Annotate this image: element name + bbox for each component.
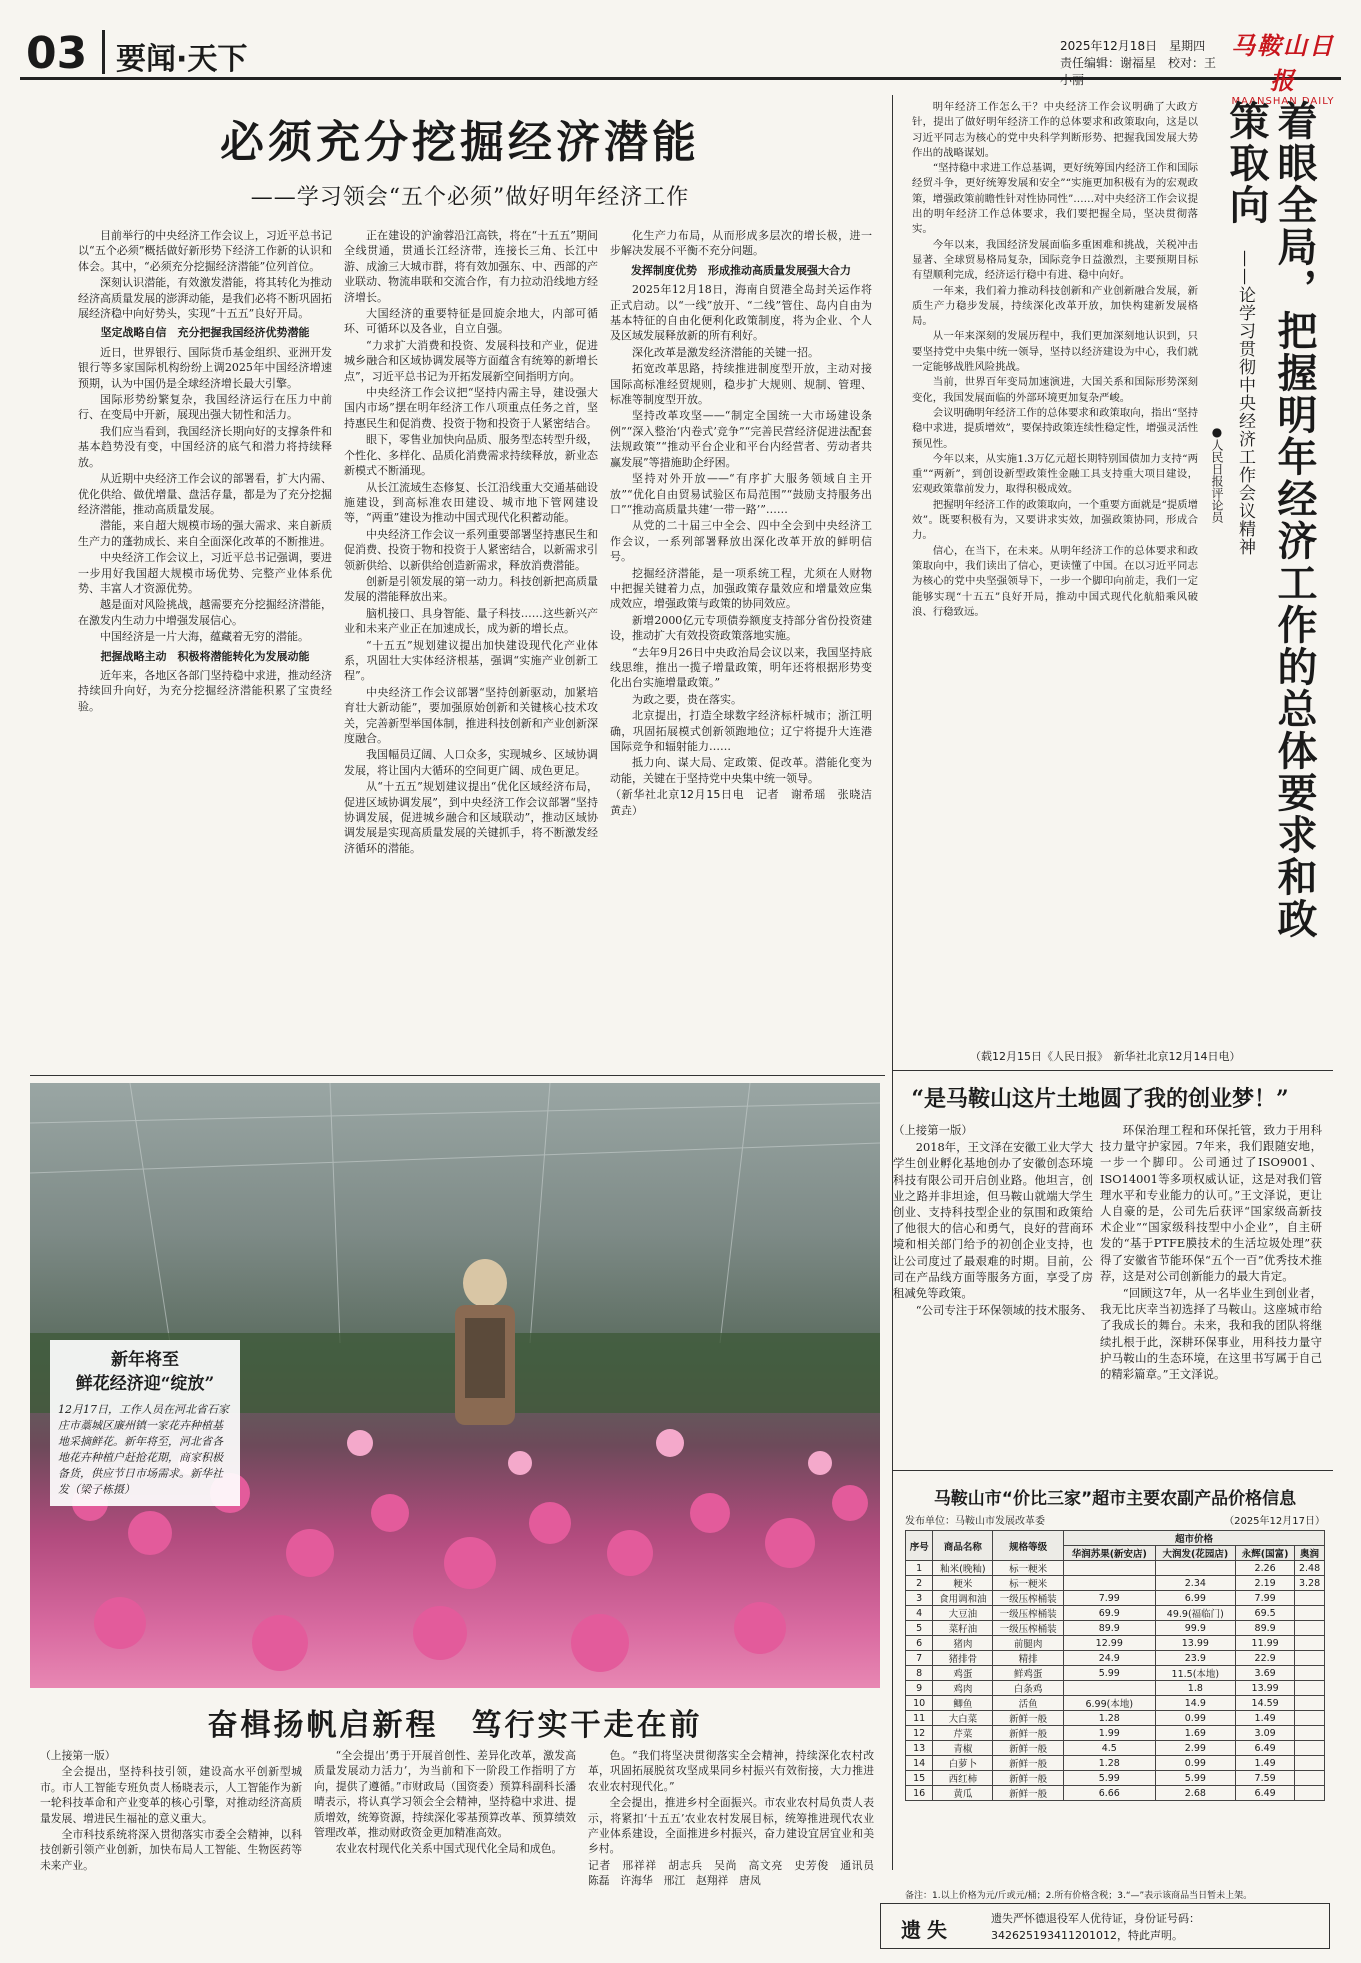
price-cell: 3.69: [1236, 1666, 1295, 1681]
paragraph: 目前举行的中央经济工作会议上，习近平总书记以“五个必须”概括做好新形势下经济工作新的认识和体会。其中，“必须充分挖掘经济潜能”位列首位。: [78, 229, 332, 273]
price-cell: 2.34: [1155, 1576, 1236, 1591]
paragraph: 越是面对风险挑战，越需要充分挖掘经济潜能，在激发内生动力中增强发展信心。: [78, 598, 332, 627]
paragraph: 近年来，各地区各部门坚持稳中求进，推动经济持续回升向好，为充分挖掘经济潜能积累了宝贵经验。: [78, 668, 332, 713]
photo-heading-1: 新年将至: [111, 1350, 179, 1370]
photo-caption: 12月17日，工作人员在河北省石家庄市藁城区廉州镇一家花卉种植基地采摘鲜花。新年将至，河北省各地花卉种植户赶抢花期，商家积极备货，供应节日市场需求。新华社发（梁子栋摄）: [58, 1403, 229, 1496]
price-cell: 一级压榨桶装: [993, 1606, 1064, 1621]
price-cell: 2.68: [1155, 1786, 1236, 1801]
price-cell: [1064, 1576, 1155, 1591]
price-cell: 2: [906, 1576, 933, 1591]
lost-text: 遗失严怀德退役军人优待证，身份证号码：342625193411201012，特此声明。: [991, 1912, 1200, 1942]
section-title: 要闻·天下: [116, 42, 248, 77]
story2-column-1: [893, 1122, 1093, 1442]
price-cell: 10: [906, 1696, 933, 1711]
paragraph: “十五五”规划建议提出加快建设现代化产业体系，巩固壮大实体经济根基，强调“实施产业创新工程”。: [344, 638, 598, 683]
price-row: [906, 1771, 1325, 1786]
price-cell: 大白菜: [933, 1711, 993, 1726]
price-cell: [1295, 1591, 1325, 1606]
paragraph: （新华社北京12月15日电 记者 谢希瑶 张晓洁 黄垚）: [610, 788, 883, 817]
paragraph: 2018年，王文泽在安徽工业大学大学生创业孵化基地创办了安徽创态环境科技有限公司开启创业路。他坦言，创业之路并非坦途，但马鞍山就端大学生创业、支持科技型企业的氛围和政策给了他很大的信心和勇气，良好的营商环境和相关部门给予的初创企业支持，也让公司度过了最艰难的时期。目前，公司在产品线方面等服务方面，享受了房租减免等政策。: [893, 1140, 1093, 1301]
paragraph: 当前，世界百年变局加速演进，大国关系和国际形势深刻变化，我国发展面临的外部环境更加复杂严峻。: [912, 376, 1198, 404]
price-row: [906, 1561, 1325, 1576]
paragraph: 坚持改革攻坚——“制定全国统一大市场建设条例”“深入整治‘内卷式’竞争”“完善民营经济促进法配套法规政策”“推动平台企业和平台内经营者、劳动者共赢发展”等措施助企纾困。: [610, 409, 872, 469]
paragraph: 今年以来，从实施1.3万亿元超长期特别国债加力支持“两重”“两新”，到创设新型政策性金融工具支持重大项目建设，宏观政策靠前发力，取得积极成效。: [912, 452, 1198, 496]
story3-headline: 奋楫扬帆启新程 笃行实干走在前: [207, 1708, 703, 1743]
paragraph: 眼下，零售业加快向品质、服务型态转型升级，个性化、多样化、品质化消费需求持续释放，新业态新模式不断涌现。: [344, 433, 598, 478]
price-cell: 鲫鱼: [933, 1696, 993, 1711]
price-cell: 1.69: [1155, 1726, 1236, 1741]
price-cell: [1295, 1606, 1325, 1621]
price-row: [906, 1756, 1325, 1771]
price-cell: 12: [906, 1726, 933, 1741]
price-cell: 标一粳米: [993, 1576, 1064, 1591]
price-cell: 13.99: [1155, 1636, 1236, 1651]
paragraph: 全市科技系统将深入贯彻落实市委全会精神，以科技创新引领产业创新，加快布局人工智能、生物医药等未来产业。: [40, 1828, 302, 1872]
commentary-source: （载12月15日《人民日报》 新华社北京12月14日电）: [970, 1050, 1241, 1063]
price-cell: 白萝卜: [933, 1756, 993, 1771]
price-header-cell: 商品名称: [933, 1531, 993, 1561]
photo-caption-box: [50, 1340, 240, 1506]
price-cell: 2.48: [1295, 1561, 1325, 1576]
paragraph: 全会提出，坚持科技引领，建设高水平创新型城市。市人工智能专班负责人杨晓表示，人工智能作为新一轮科技革命和产业变革的核心引擎，对推动经济高质量发展、增进民生福祉的意义重大。: [40, 1765, 302, 1825]
commentary-byline: ●人民日报评论员: [1210, 425, 1224, 523]
paragraph: 中央经济工作会议上，习近平总书记强调，要进一步用好我国超大规模市场优势、完整产业体系优势、丰富人才资源优势。: [78, 551, 332, 595]
price-cell: 新鲜一般: [993, 1786, 1064, 1801]
price-row: [906, 1681, 1325, 1696]
price-cell: 16: [906, 1786, 933, 1801]
paragraph: 坚持对外开放——“有序扩大服务领域自主开放”“优化自由贸易试验区布局范围”“鼓励支持服务出口”“推动高质量共建‘一带一路’”……: [610, 472, 872, 516]
price-cell: 24.9: [1064, 1651, 1155, 1666]
price-row: [906, 1711, 1325, 1726]
price-cell: 69.5: [1236, 1606, 1295, 1621]
paragraph: 国际形势纷繁复杂，我国经济运行在压力中前行、在变局中开新，展现出强大韧性和活力。: [78, 393, 332, 422]
worker-figure: [455, 1259, 515, 1425]
paragraph: 我们应当看到，我国经济长期向好的支撑条件和基本趋势没有变，中国经济的底气和潜力将持续释放。: [78, 424, 332, 469]
price-cell: 6: [906, 1636, 933, 1651]
price-cell: 1.28: [1064, 1711, 1155, 1726]
price-cell: 3.09: [1236, 1726, 1295, 1741]
commentary-subheadline: ——论学习贯彻中央经济工作会议精神: [1235, 250, 1255, 556]
price-cell: 鲜鸡蛋: [993, 1666, 1064, 1681]
paragraph: “全会提出‘勇于开展首创性、差异化改革，激发高质量发展动力活力’，为当前和下一阶段工作指明了方向，提供了遵循。”市财政局（国资委）预算科副科长潘晴表示，将认真学习领会全会精神，坚持稳中求进、提质增效，统筹资源，持续深化零基预算改革、预算绩效管理改革，推动财政资金更加精准高效。: [314, 1749, 576, 1840]
price-cell: 12.99: [1064, 1636, 1155, 1651]
paragraph: 正在建设的沪渝蓉沿江高铁，将在“十五五”期间全线贯通，贯通长江经济带，连接长三角、长江中游、成渝三大城市群，将有效加强东、中、西部的产业联动、物流串联和交流合作，有力拉动沿线地方经济增长。: [344, 229, 598, 304]
price-cell: [1064, 1561, 1155, 1576]
price-header-row: [906, 1531, 1325, 1546]
paragraph: 一年来，我们着力推动科技创新和产业创新融合发展，新质生产力稳步发展，持续深化改革开放，加快构建新发展格局。: [912, 284, 1198, 328]
paragraph: （上接第一版）: [893, 1123, 973, 1137]
price-cell: 1: [906, 1561, 933, 1576]
price-cell: [1155, 1561, 1236, 1576]
paragraph: 从长江流域生态修复、长江沿线重大交通基础设施建设，到高标准农田建设、城市地下管网建设等，“两重”建设为推动中国式现代化积蓄动能。: [344, 480, 598, 525]
issue-date: 2025年12月18日 星期四: [1060, 39, 1206, 53]
price-row: [906, 1726, 1325, 1741]
lead-subheadline: ——学习领会“五个必须”做好明年经济工作: [250, 185, 690, 210]
commentary-body: [912, 100, 1198, 1045]
price-cell: 一级压榨桶装: [993, 1591, 1064, 1606]
price-cell: 6.49: [1236, 1786, 1295, 1801]
price-cell: 新鲜一般: [993, 1711, 1064, 1726]
price-cell: 1.49: [1236, 1756, 1295, 1771]
price-cell: 9: [906, 1681, 933, 1696]
paragraph: 把握战略主动 积极将潜能转化为发展动能: [100, 649, 310, 663]
paragraph: 坚定战略自信 充分把握我国经济优势潜能: [100, 326, 310, 340]
price-cell: 1.99: [1064, 1726, 1155, 1741]
lead-column-3: [610, 228, 883, 1070]
price-cell: 1.8: [1155, 1681, 1236, 1696]
price-cell: 89.9: [1064, 1621, 1155, 1636]
price-cell: 6.49: [1236, 1741, 1295, 1756]
story2-headline: “是马鞍山这片土地圆了我的创业梦！”: [911, 1086, 1289, 1112]
price-date: （2025年12月17日）: [1224, 1516, 1325, 1527]
masthead: [20, 18, 1341, 107]
price-cell: 一级压榨桶装: [993, 1621, 1064, 1636]
price-cell: [1295, 1636, 1325, 1651]
price-cell: 11.99: [1236, 1636, 1295, 1651]
story2-column-2: [1100, 1122, 1322, 1442]
price-table-meta: [905, 1512, 1325, 1527]
price-row: [906, 1606, 1325, 1621]
price-cell: 8: [906, 1666, 933, 1681]
price-cell: 4: [906, 1606, 933, 1621]
paragraph: 抵力向、谋大局、定政策、促改革。潜能化变为动能，关键在于坚持党中央集中统一领导。: [610, 756, 872, 785]
paragraph: 从“十五五”规划建议提出“优化区域经济布局，促进区域协调发展”，到中央经济工作会议部署“坚持协调发展，促进城乡融合和区域联动”，推动区域协调发展是实现高质量发展的关键抓手，将不断激发经济循环的潜能。: [344, 780, 598, 855]
story3-column-1: [40, 1748, 302, 1948]
price-cell: [1064, 1681, 1155, 1696]
page-number: 03: [26, 28, 88, 79]
paragraph: 从党的二十届三中全会、四中全会到中央经济工作会议，一系列部署释放出深化改革开放的鲜明信号。: [610, 519, 872, 564]
editor-credits: 责任编辑：谢福星 校对：王小丽: [1060, 56, 1217, 87]
price-row: [906, 1666, 1325, 1681]
paragraph: 近日，世界银行、国际货币基金组织、亚洲开发银行等多家国际机构纷纷上调2025年中国经济增速预期，认为中国仍是全球经济增长最大引擎。: [78, 345, 332, 390]
price-cell: 新鲜一般: [993, 1771, 1064, 1786]
price-cell: 猪排骨: [933, 1651, 993, 1666]
paragraph: “坚持稳中求进工作总基调，更好统筹国内经济工作和国际经贸斗争，更好统筹发展和安全”“实施更加积极有为的宏观政策，增强政策前瞻性针对性协同性”……对中央经济工作会议提出的明年经济工作总体要求，我们要把握全局，坚决贯彻落实。: [912, 162, 1198, 236]
price-cell: 7.99: [1236, 1591, 1295, 1606]
paragraph: 中央经济工作会议把“坚持内需主导，建设强大国内市场”摆在明年经济工作八项重点任务之首，坚持惠民生和促消费、投资于物和投资于人紧密结合。: [344, 386, 598, 430]
price-cell: [1295, 1711, 1325, 1726]
paragraph: 深化改革是激发经济潜能的关键一招。: [632, 345, 819, 359]
section-rule: [893, 1470, 1333, 1471]
price-cell: 13: [906, 1741, 933, 1756]
price-header-cell: 永辉(国富): [1236, 1546, 1295, 1561]
price-cell: 白条鸡: [993, 1681, 1064, 1696]
price-issuer: 发布单位：马鞍山市发展改革委: [905, 1516, 1045, 1527]
price-cell: 89.9: [1236, 1621, 1295, 1636]
price-row: [906, 1651, 1325, 1666]
paragraph: 全会提出，推进乡村全面振兴。市农业农村局负责人表示，将紧扣‘十五五’农业农村发展目标，统筹推进现代农业产业体系建设，全面推进乡村振兴，奋力建设宜居宜业和美乡村。: [588, 1796, 874, 1856]
paragraph: “回顾这7年，从一名毕业生到创业者，我无比庆幸当初选择了马鞍山。这座城市给了我成长的舞台。未来，我和我的团队将继续扎根于此，深耕环保事业，用科技力量守护马鞍山的生态环境，在这里书写属于自己的精彩篇章。”王文泽说。: [1100, 1286, 1322, 1382]
section-rule: [893, 1070, 1333, 1071]
price-cell: 猪肉: [933, 1636, 993, 1651]
story3-column-3: [588, 1748, 885, 1948]
price-cell: 6.99(本地): [1064, 1696, 1155, 1711]
price-cell: 7.99: [1064, 1591, 1155, 1606]
price-cell: [1295, 1621, 1325, 1636]
price-row: [906, 1786, 1325, 1801]
price-cell: [1295, 1726, 1325, 1741]
price-cell: 2.26: [1236, 1561, 1295, 1576]
price-cell: 14.59: [1236, 1696, 1295, 1711]
paragraph: 信心，在当下，在未来。从明年经济工作的总体要求和政策取向中，我们读出了信心，更读懂了中国。在以习近平同志为核心的党中央坚强领导下，一步一个脚印向前走，我们一定能够实现“十五五”良好开局，推动中国式现代化航船乘风破浪、行稳致远。: [912, 544, 1198, 618]
price-cell: 3: [906, 1591, 933, 1606]
paragraph: 把握明年经济工作的政策取向，一个重要方面就是“提质增效”。既要积极有为，又要讲求实效，加强政策协同，形成合力。: [912, 498, 1198, 542]
price-cell: 新鲜一般: [993, 1726, 1064, 1741]
price-cell: 芹菜: [933, 1726, 993, 1741]
lead-column-1: [78, 228, 332, 1070]
price-cell: 鸡蛋: [933, 1666, 993, 1681]
masthead-divider: [102, 30, 105, 74]
price-cell: 23.9: [1155, 1651, 1236, 1666]
section-rule: [30, 1075, 885, 1076]
price-row: [906, 1696, 1325, 1711]
paragraph: 深刻认识潜能，有效激发潜能，将其转化为推动经济高质量发展的澎湃动能，是我们必将不断巩固拓展经济稳中向好势头，实现“十五五”良好开局。: [78, 276, 332, 321]
logo-english: MAANSHAN DAILY: [1231, 96, 1335, 107]
paragraph: “去年9月26日中央政治局会议以来，我国坚持底线思维，推出一揽子增量政策，明年还将根据形势变化出台实施增量政策。”: [610, 645, 872, 690]
paragraph: “公司专注于环保领域的技术服务、: [915, 1303, 1093, 1318]
price-cell: 0.99: [1155, 1756, 1236, 1771]
price-header-cell: 奥润: [1295, 1546, 1325, 1561]
price-cell: [1295, 1666, 1325, 1681]
price-cell: 7.59: [1236, 1771, 1295, 1786]
price-cell: 5.99: [1064, 1771, 1155, 1786]
price-header-group: 超市价格: [1064, 1531, 1325, 1546]
price-cell: 1.28: [1064, 1756, 1155, 1771]
price-row: [906, 1741, 1325, 1756]
paragraph: 发挥制度优势 形成推动高质量发展强大合力: [631, 263, 851, 277]
paragraph: 色。“我们将坚决贯彻落实全会精神，持续深化农村改革，巩固拓展脱贫攻坚成果同乡村振兴有效衔接，大力推进农业农村现代化。”: [588, 1749, 874, 1793]
price-cell: 13.99: [1236, 1681, 1295, 1696]
logo-chinese: 马鞍山日报: [1231, 31, 1335, 95]
paragraph: 从近期中央经济工作会议的部署看，扩大内需、优化供给、做优增量、盘活存量，都是为了充分挖掘经济潜能，推动高质量发展。: [78, 472, 332, 516]
price-cell: 14: [906, 1756, 933, 1771]
price-cell: 菜籽油: [933, 1621, 993, 1636]
price-header-cell: 规格等级: [993, 1531, 1064, 1561]
paragraph: 农业农村现代化关系中国式现代化全局和成色。: [335, 1842, 563, 1856]
paragraph: 潜能，来自超大规模市场的强大需求、来自新质生产力的蓬勃成长、来自全面深化改革的不断推进。: [78, 519, 332, 548]
price-cell: 5.99: [1064, 1666, 1155, 1681]
price-header-cell: 大润发(花园店): [1155, 1546, 1236, 1561]
paragraph: 中央经济工作会议一系列重要部署坚持惠民生和促消费、投资于物和投资于人紧密结合，以新需求引领新供给、以新供给创造新需求，释放消费潜能。: [344, 527, 598, 572]
story3-column-2: [314, 1748, 576, 1948]
price-cell: 22.9: [1236, 1651, 1295, 1666]
price-cell: 鸡肉: [933, 1681, 993, 1696]
issue-meta: [1060, 38, 1220, 89]
paragraph: 记者 邢祥祥 胡志兵 吴尚 高文亮 史芳俊 通讯员 陈磊 许海华 邢江 赵翔祥 唐凤: [588, 1858, 885, 1888]
paragraph: 化生产力布局，从而形成多层次的增长极，进一步解决发展不平衡不充分问题。: [610, 229, 872, 258]
paragraph: 创新是引领发展的第一动力。科技创新把高质量发展的潜能释放出来。: [344, 574, 598, 604]
price-cell: [1295, 1771, 1325, 1786]
price-cell: 2.99: [1155, 1741, 1236, 1756]
paragraph: 环保治理工程和环保托管，致力于用科技力量守护家园。7年来，我们跟随安地，一步一个脚印。公司通过了ISO9001、ISO14001等多项权威认证，这是对我们管理水平和专业能力的认可。”王文泽说，更让人自豪的是，公司先后获评“国家级高新技术企业”“国家级科技型中小企业”，自主研发的“基于PTFE膜技术的生活垃圾处理”获得了安徽省节能环保“五个一百”优秀技术推荐，这是对公司创新能力的最大肯定。: [1100, 1123, 1322, 1283]
paragraph: 中央经济工作会议部署“坚持创新驱动，加紧培育壮大新动能”，要加强原始创新和关键核心技术攻关，完善新型举国体制，推进科技创新和产业创新深度融合。: [344, 685, 598, 745]
lost-notice: [880, 1903, 1330, 1949]
price-row: [906, 1591, 1325, 1606]
price-table-title: 马鞍山市“价比三家”超市主要农副产品价格信息: [933, 1489, 1297, 1509]
price-header-cell: 序号: [906, 1531, 933, 1561]
paragraph: 脑机接口、具身智能、量子科技……这些新兴产业和未来产业正在加速成长，成为新的增长点。: [344, 606, 598, 636]
price-cell: 精排: [993, 1651, 1064, 1666]
photo-heading-2: 鲜花经济迎“绽放”: [75, 1374, 215, 1394]
paragraph: 中国经济是一片大海，蕴藏着无穷的潜能。: [100, 630, 309, 644]
price-cell: 69.9: [1064, 1606, 1155, 1621]
newspaper-logo: [1225, 26, 1341, 107]
price-cell: 99.9: [1155, 1621, 1236, 1636]
price-cell: 5: [906, 1621, 933, 1636]
paragraph: 拓宽改革思路，持续推进制度型开放，主动对接国际高标准经贸规则，稳步扩大规则、规制、管理、标准等制度型开放。: [610, 362, 872, 407]
price-cell: 6.99: [1155, 1591, 1236, 1606]
price-cell: [1295, 1741, 1325, 1756]
price-cell: 籼米(晚籼): [933, 1561, 993, 1576]
paragraph: 大国经济的重要特征是回旋余地大，内部可循环、可循环以及各业，自立自强。: [344, 307, 598, 336]
price-header-cell: 华润苏果(新安店): [1064, 1546, 1155, 1561]
price-cell: 0.99: [1155, 1711, 1236, 1726]
lost-label: 遗失: [901, 1918, 953, 1942]
price-cell: 3.28: [1295, 1576, 1325, 1591]
price-table-note: 备注：1.以上价格为元/斤或元/桶；2.所有价格含税；3.“—”表示该商品当日暂未上架。: [905, 1891, 1253, 1901]
price-cell: 西红柿: [933, 1771, 993, 1786]
price-cell: 4.5: [1064, 1741, 1155, 1756]
price-cell: 标一粳米: [993, 1561, 1064, 1576]
column-rule: [892, 95, 893, 1870]
price-cell: 粳米: [933, 1576, 993, 1591]
paragraph: 从一年来深刻的发展历程中，我们更加深刻地认识到，只要坚持党中央集中统一领导，坚持以经济建设为中心，我们就一定能够战胜风险挑战。: [912, 330, 1198, 374]
paragraph: 2025年12月18日，海南自贸港全岛封关运作将正式启动。以“一线”放开、“二线”管住、岛内自由为基本特征的自由化便利化政策制度，将为企业、个人及区域发展释放新的所有利好。: [610, 283, 872, 343]
price-cell: 活鱼: [993, 1696, 1064, 1711]
paragraph: 明年经济工作怎么干？中央经济工作会议明确了大政方针，提出了做好明年经济工作的总体要求和政策取向，这是以习近平同志为核心的党中央科学判断形势、把握我国发展大势作出的战略谋划。: [912, 101, 1198, 159]
price-cell: 2.19: [1236, 1576, 1295, 1591]
price-cell: [1295, 1786, 1325, 1801]
price-cell: 新鲜一般: [993, 1756, 1064, 1771]
price-row: [906, 1636, 1325, 1651]
lead-column-2: [344, 228, 598, 1070]
paragraph: 挖掘经济潜能，是一项系统工程，尤须在人财物中把握关键着力点，加强政策存量效应和增量效应集成效应，增强政策与政策的协同效应。: [610, 566, 872, 611]
paragraph: “力求扩大消费和投资、发展科技和产业，促进城乡融合和区域协调发展等方面蕴含有统筹的新增长点”，习近平总书记为开拓发展新空间指明方向。: [344, 338, 598, 383]
price-cell: 1.49: [1236, 1711, 1295, 1726]
price-cell: 前腿肉: [993, 1636, 1064, 1651]
price-cell: 49.9(福临门): [1155, 1606, 1236, 1621]
price-cell: 6.66: [1064, 1786, 1155, 1801]
price-cell: 黄瓜: [933, 1786, 993, 1801]
price-cell: 11: [906, 1711, 933, 1726]
paragraph: 为政之要，贵在落实。: [632, 692, 742, 706]
price-cell: [1295, 1681, 1325, 1696]
paragraph: 会议明确明年经济工作的总体要求和政策取向，指出“坚持稳中求进，提质增效”，要保持政策连续性稳定性，增强灵活性预见性。: [912, 406, 1198, 450]
price-cell: [1295, 1756, 1325, 1771]
paragraph: 新增2000亿元专项债券额度支持部分省份投资建设，推动扩大有效投资政策落地实施。: [610, 613, 872, 643]
price-cell: [1295, 1696, 1325, 1711]
lead-headline: 必须充分挖掘经济潜能: [220, 117, 700, 168]
paragraph: 今年以来，我国经济发展面临多重困难和挑战，关税冲击显著、全球贸易格局复杂，国际竞争日益激烈，主要预期目标有望顺利完成，经济运行稳中有进、稳中向好。: [912, 238, 1198, 282]
paragraph: 北京提出，打造全球数字经济标杆城市；浙江明确，巩固拓展模式创新领跑地位；辽宁将提升大连港国际竞争和辐射能力……: [610, 709, 872, 753]
paragraph: 我国幅员辽阔、人口众多，实现城乡、区域协调发展，将让国内大循环的空间更广阔、成色更足。: [344, 748, 598, 777]
price-cell: 新鲜一般: [993, 1741, 1064, 1756]
price-cell: 15: [906, 1771, 933, 1786]
price-row: [906, 1576, 1325, 1591]
commentary-headline: 着眼全局，把握明年经济工作的总体要求和政策取向: [1223, 100, 1318, 940]
price-cell: 5.99: [1155, 1771, 1236, 1786]
price-cell: 食用调和油: [933, 1591, 993, 1606]
price-cell: 14.9: [1155, 1696, 1236, 1711]
price-row: [906, 1621, 1325, 1636]
price-cell: 11.5(本地): [1155, 1666, 1236, 1681]
price-cell: 7: [906, 1651, 933, 1666]
price-table: [905, 1530, 1325, 1801]
price-cell: 大豆油: [933, 1606, 993, 1621]
price-cell: [1295, 1651, 1325, 1666]
price-cell: 青椒: [933, 1741, 993, 1756]
paragraph: （上接第一版）: [40, 1749, 116, 1762]
